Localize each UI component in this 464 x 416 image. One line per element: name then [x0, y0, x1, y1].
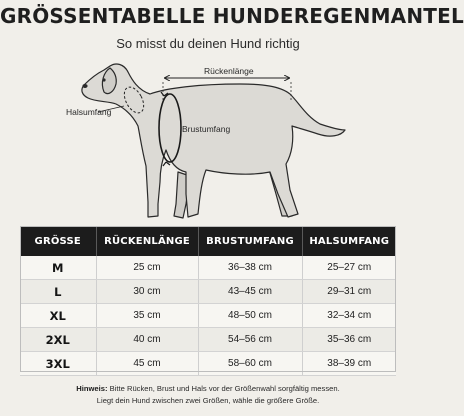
cell-back-length: 40 cm — [96, 328, 198, 352]
cell-neck: 38–39 cm — [302, 352, 396, 376]
header-neck: HALSUMFANG — [302, 226, 396, 256]
header-size: GRÖSSE — [20, 226, 96, 256]
table-row — [20, 280, 396, 304]
cell-neck: 25–27 cm — [302, 256, 396, 280]
cell-chest: 58–60 cm — [198, 352, 302, 376]
hint-text-2: Liegt dein Hund zwischen zwei Größen, wähle die größere Größe. — [96, 396, 320, 405]
cell-neck: 32–34 cm — [302, 304, 396, 328]
header-chest: BRUSTUMFANG — [198, 226, 302, 256]
cell-back-length: 45 cm — [96, 352, 198, 376]
dog-measurement-illustration — [0, 54, 416, 226]
cell-neck: 29–31 cm — [302, 280, 396, 304]
page-title: GRÖSSENTABELLE HUNDEREGENMANTEL — [0, 4, 464, 28]
table-row — [20, 352, 396, 376]
cell-chest: 36–38 cm — [198, 256, 302, 280]
table-row — [20, 304, 396, 328]
table-row — [20, 256, 396, 280]
page-subtitle: So misst du deinen Hund richtig — [116, 36, 300, 51]
cell-back-length: 30 cm — [96, 280, 198, 304]
cell-chest: 54–56 cm — [198, 328, 302, 352]
cell-chest: 43–45 cm — [198, 280, 302, 304]
dog-silhouette — [82, 64, 345, 218]
cell-size: L — [20, 280, 96, 304]
table-header-row — [20, 226, 396, 256]
hint-label: Hinweis: — [76, 384, 108, 393]
chest-label: Brustumfang — [182, 124, 231, 134]
table-row — [20, 328, 396, 352]
cell-size: M — [20, 256, 96, 280]
back-length-label: Rückenlänge — [204, 66, 254, 76]
cell-chest: 48–50 cm — [198, 304, 302, 328]
cell-size: 2XL — [20, 328, 96, 352]
cell-back-length: 35 cm — [96, 304, 198, 328]
cell-size: XL — [20, 304, 96, 328]
cell-size: 3XL — [20, 352, 96, 376]
dog-illustration-svg — [0, 54, 416, 226]
hint-text-1: Bitte Rücken, Brust und Hals vor der Größenwahl sorgfältig messen. — [109, 384, 340, 393]
cell-neck: 35–36 cm — [302, 328, 396, 352]
hint-note — [20, 383, 396, 407]
hint-line-1 — [20, 383, 396, 395]
size-table — [20, 226, 396, 376]
cell-back-length: 25 cm — [96, 256, 198, 280]
header-back-length: RÜCKENLÄNGE — [96, 226, 198, 256]
neck-label: Halsumfang — [66, 107, 112, 117]
